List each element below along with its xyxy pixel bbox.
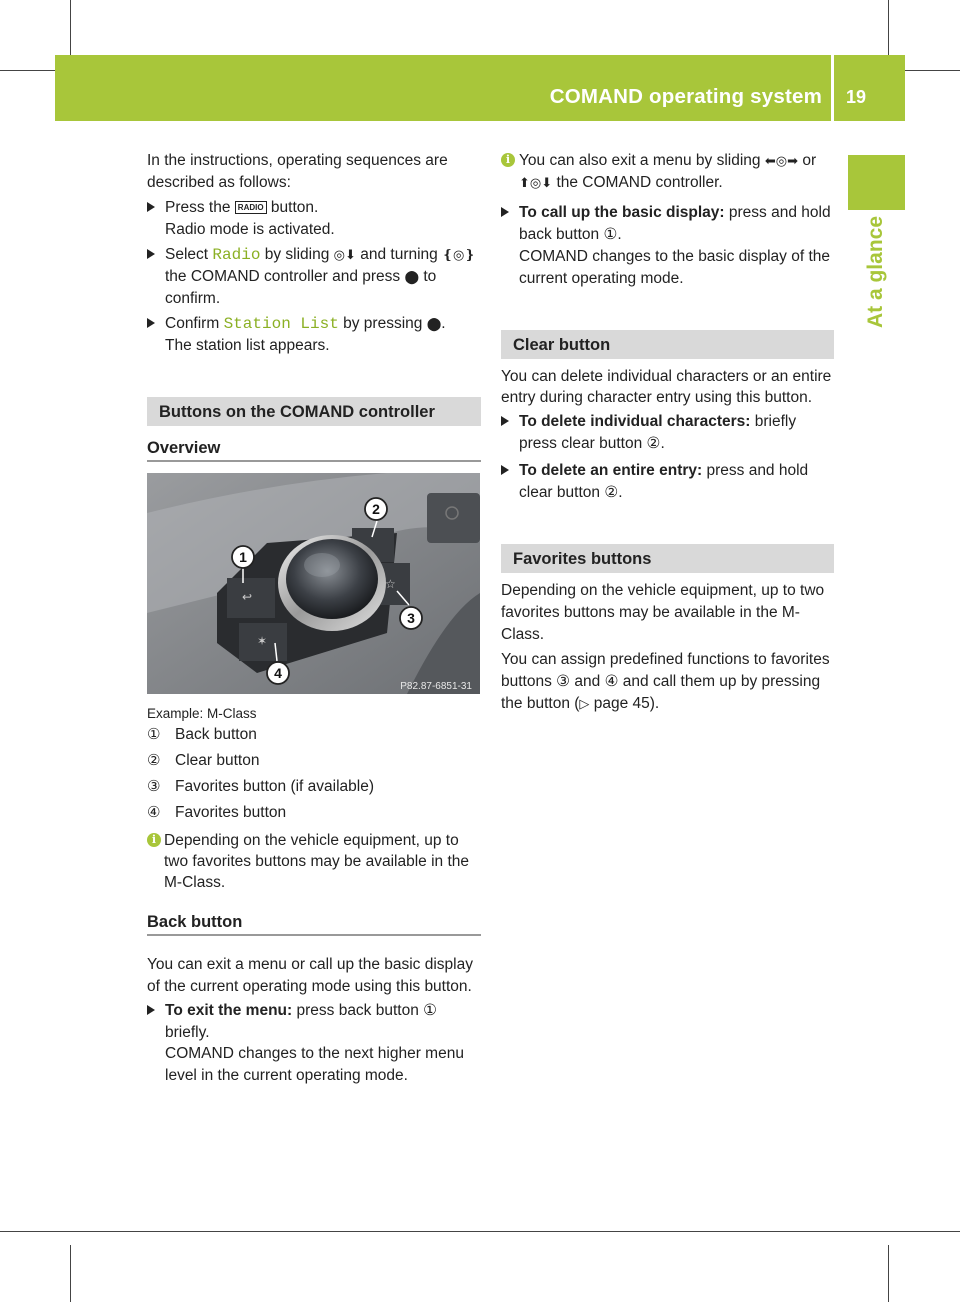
right-column: [501, 150, 834, 718]
header-divider: [831, 55, 834, 121]
instruction-step: To delete an entire entry: press and hold clear button ②.: [501, 460, 834, 504]
menu-item-station-list: Station List: [223, 315, 339, 333]
svg-text:✶: ✶: [257, 634, 268, 648]
crop-mark: [70, 1245, 71, 1302]
info-note: i Depending on the vehicle equipment, up to two favorites buttons may be available in the M-Class.: [147, 830, 481, 893]
step-arrow-icon: [501, 416, 509, 426]
step-result: COMAND changes to the basic display of the current operating mode.: [519, 248, 831, 287]
callout-2: [365, 498, 387, 520]
svg-text:2: 2: [372, 501, 380, 517]
step-arrow-icon: [147, 202, 155, 212]
favorites-assign-text: You can assign predefined functions to favorites buttons ③ and ④ and call them up by pressing the button (▷ page 45).: [501, 651, 830, 712]
left-column: [147, 150, 481, 1086]
press-controller-icon: ⬤: [404, 269, 420, 284]
info-icon: i: [501, 153, 515, 167]
page-title: COMAND operating system: [549, 85, 822, 108]
instruction-step: To call up the basic display: press and hold back button ①. COMAND changes to the basic display of the current operating mode.: [501, 202, 834, 290]
callout-4: [267, 662, 289, 684]
back-button-heading: Back button: [147, 911, 481, 936]
instruction-step: Select Radio by sliding ◎⬇ and turning ❴◎❵ the COMAND controller and press ⬤ to confirm.: [147, 244, 481, 310]
page-ref-icon: ▷: [579, 696, 590, 711]
overview-heading: Overview: [147, 437, 481, 462]
slide-down-icon: ◎⬇: [333, 247, 356, 262]
slide-left-right-icon: ⬅◎➡: [764, 153, 799, 168]
controller-figure: [147, 473, 480, 694]
instruction-step: To exit the menu: press back button ① briefly. COMAND changes to the next higher menu level in the current operating mode.: [147, 1000, 481, 1086]
crop-mark: [888, 1245, 889, 1302]
legend-item: ③ Favorites button (if available): [147, 778, 375, 795]
step-arrow-icon: [147, 249, 155, 259]
figure-caption: Example: M-Class: [147, 706, 257, 721]
svg-text:↩: ↩: [242, 590, 253, 604]
callout-3: [400, 607, 422, 629]
radio-key-icon: RADIO: [235, 201, 267, 214]
legend-item: ④ Favorites button: [147, 804, 287, 821]
svg-text:4: 4: [274, 665, 282, 681]
crop-mark: [70, 0, 71, 55]
chapter-tab: [848, 155, 905, 210]
back-button-intro: You can exit a menu or call up the basic display of the current operating mode using this button.: [147, 956, 473, 995]
instruction-step: Press the RADIO button. Radio mode is activated.: [147, 197, 481, 241]
figure-code: P82.87-6851-31: [400, 681, 472, 692]
crop-mark: [888, 0, 889, 55]
svg-text:3: 3: [407, 610, 415, 626]
clear-button-intro: You can delete individual characters or an entire entry during character entry using this button.: [501, 368, 832, 406]
slide-up-down-icon: ⬆◎⬇: [519, 175, 553, 190]
callout-1: [232, 546, 254, 568]
svg-text:☆: ☆: [385, 577, 396, 591]
legend-list: [147, 722, 481, 826]
svg-text:1: 1: [239, 549, 247, 565]
info-icon: i: [147, 833, 161, 847]
turn-controller-icon: ❴◎❵: [442, 247, 476, 262]
page-number: 19: [846, 87, 867, 107]
menu-item-radio: Radio: [212, 246, 261, 264]
chapter-label: At a glance: [864, 215, 887, 329]
step-result: COMAND changes to the next higher menu level in the current operating mode.: [165, 1045, 464, 1084]
step-arrow-icon: [501, 465, 509, 475]
step-result: The station list appears.: [165, 337, 330, 354]
legend-item: ① Back button: [147, 726, 257, 743]
step-arrow-icon: [501, 207, 509, 217]
step-result: Radio mode is activated.: [165, 221, 335, 238]
instruction-step: To delete individual characters: briefly press clear button ②.: [501, 411, 834, 455]
info-note: i You can also exit a menu by sliding ⬅◎➡ or ⬆◎⬇ the COMAND controller.: [501, 150, 834, 194]
favorites-text: Depending on the vehicle equipment, up to two favorites buttons may be available in the M-Class.: [501, 582, 825, 643]
intro-text: In the instructions, operating sequences are described as follows:: [147, 152, 448, 191]
favorites-heading: Favorites buttons: [501, 544, 834, 573]
press-controller-icon: ⬤: [426, 316, 442, 331]
step-arrow-icon: [147, 1005, 155, 1015]
instruction-step: Confirm Station List by pressing ⬤. The station list appears.: [147, 313, 481, 357]
crop-mark: [0, 1231, 960, 1232]
step-arrow-icon: [147, 318, 155, 328]
clear-button-heading: Clear button: [501, 330, 834, 359]
section-heading: Buttons on the COMAND controller: [147, 397, 481, 426]
legend-item: ② Clear button: [147, 752, 260, 769]
controller-photo: [147, 473, 480, 694]
page-reference[interactable]: page 45: [593, 695, 650, 712]
